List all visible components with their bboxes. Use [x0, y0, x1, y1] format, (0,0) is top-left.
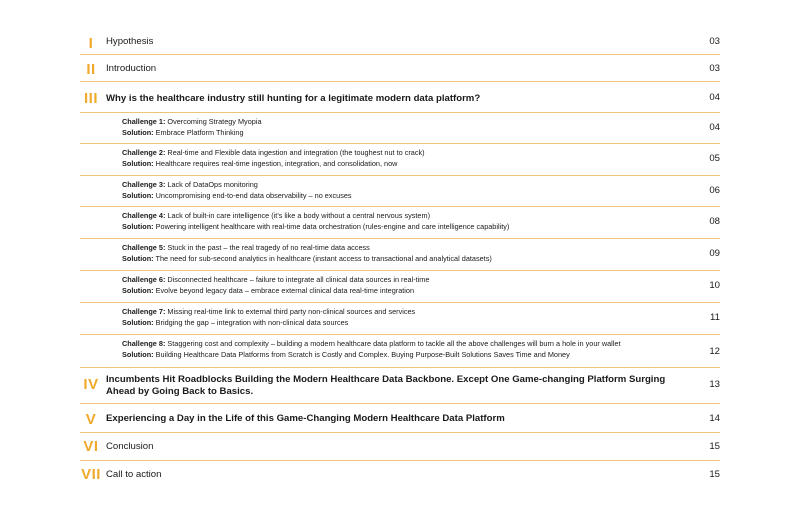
- challenge-text: Lack of DataOps monitoring: [165, 180, 258, 189]
- page-number: 10: [709, 280, 720, 291]
- solution-text: Evolve beyond legacy data – embrace external clinical data real-time integration: [153, 286, 415, 295]
- section-title: Why is the healthcare industry still hunting for a legitimate modern data platform?: [106, 93, 481, 104]
- solution-label: Solution:: [122, 159, 154, 168]
- toc-row-hypothesis[interactable]: [80, 28, 720, 55]
- solution-text: Bridging the gap – integration with non-clinical data sources: [153, 318, 349, 327]
- challenge-label: Challenge 5:: [122, 243, 166, 252]
- section-numeral: I: [88, 35, 94, 52]
- page-number: 03: [709, 36, 720, 47]
- toc-row-challenge-8[interactable]: [80, 335, 720, 368]
- page-number: 05: [709, 153, 720, 164]
- challenge-line: [122, 116, 680, 127]
- challenge-line: [122, 242, 680, 253]
- section-title: Hypothesis: [106, 36, 154, 47]
- solution-label: Solution:: [122, 254, 154, 263]
- challenge-label: Challenge 2:: [122, 148, 166, 157]
- challenge-text: Disconnected healthcare – failure to integrate all clinical data sources in real-time: [165, 275, 430, 284]
- challenge-text: Missing real-time link to external third party non-clinical sources and services: [165, 307, 416, 316]
- solution-label: Solution:: [122, 191, 154, 200]
- toc-row-challenge-3[interactable]: [80, 176, 720, 207]
- solution-text: Embrace Platform Thinking: [153, 128, 244, 137]
- toc-row-day-in-the-life[interactable]: [80, 404, 720, 433]
- section-numeral: VI: [83, 438, 99, 455]
- challenge-entry: [122, 242, 680, 264]
- challenge-entry: [122, 147, 680, 169]
- solution-text: The need for sub-second analytics in healthcare (instant access to transactional and analytical datasets): [153, 254, 492, 263]
- challenge-line: [122, 274, 680, 285]
- challenge-label: Challenge 8:: [122, 339, 166, 348]
- page-number: 15: [709, 469, 720, 480]
- challenge-entry: [122, 306, 680, 328]
- solution-label: Solution:: [122, 318, 154, 327]
- challenge-entry: [122, 179, 680, 201]
- challenge-text: Overcoming Strategy Myopia: [165, 117, 262, 126]
- page-number: 15: [709, 441, 720, 452]
- challenge-line: [122, 210, 680, 221]
- section-numeral: IV: [83, 376, 99, 393]
- section-title: Call to action: [106, 469, 162, 480]
- challenge-label: Challenge 1:: [122, 117, 166, 126]
- challenge-text: Lack of built-in care intelligence (it's like a body without a central nervous system): [165, 211, 430, 220]
- section-numeral: V: [85, 411, 97, 428]
- toc-row-challenge-2[interactable]: [80, 144, 720, 176]
- challenge-line: [122, 306, 680, 317]
- page-number: 04: [709, 92, 720, 103]
- solution-line: [122, 190, 680, 201]
- solution-line: [122, 253, 680, 264]
- page-number: 08: [709, 216, 720, 227]
- challenge-entry: [122, 274, 680, 296]
- solution-text: Healthcare requires real-time ingestion, integration, and consolidation, now: [153, 159, 398, 168]
- solution-label: Solution:: [122, 286, 154, 295]
- solution-text: Uncompromising end-to-end data observability – no excuses: [153, 191, 352, 200]
- toc-row-introduction[interactable]: [80, 55, 720, 82]
- challenge-entry: [122, 338, 680, 360]
- solution-label: Solution:: [122, 222, 154, 231]
- solution-line: [122, 285, 680, 296]
- solution-line: [122, 127, 680, 138]
- page-number: 09: [709, 248, 720, 259]
- section-title: Introduction: [106, 63, 157, 74]
- section-title: Incumbents Hit Roadblocks Building the Modern Healthcare Data Backbone. Except One Game-changing Platform Surging Ahead by Going Back to Basics.: [106, 374, 666, 397]
- solution-line: [122, 221, 680, 232]
- challenge-label: Challenge 3:: [122, 180, 166, 189]
- challenge-entry: [122, 210, 680, 232]
- toc-row-why-healthcare[interactable]: [80, 82, 720, 113]
- challenge-label: Challenge 4:: [122, 211, 166, 220]
- challenge-entry: [122, 116, 680, 138]
- challenge-text: Staggering cost and complexity – building a modern healthcare data platform to tackle all the above challenges will burn a hole in your wallet: [165, 339, 621, 348]
- challenge-line: [122, 338, 680, 349]
- page-number: 14: [709, 413, 720, 424]
- section-title: Conclusion: [106, 441, 154, 452]
- page-number: 03: [709, 63, 720, 74]
- section-numeral: II: [86, 61, 96, 78]
- toc-row-challenge-4[interactable]: [80, 207, 720, 239]
- solution-line: [122, 349, 680, 360]
- toc-row-conclusion[interactable]: [80, 433, 720, 461]
- page-number: 12: [709, 346, 720, 357]
- section-numeral: III: [83, 90, 98, 107]
- page-number: 11: [710, 312, 720, 323]
- challenge-label: Challenge 7:: [122, 307, 166, 316]
- page-number: 04: [709, 122, 720, 133]
- solution-label: Solution:: [122, 128, 154, 137]
- challenge-text: Stuck in the past – the real tragedy of no real-time data access: [165, 243, 370, 252]
- solution-line: [122, 158, 680, 169]
- section-title: Experiencing a Day in the Life of this Game-Changing Modern Healthcare Data Platform: [106, 413, 505, 424]
- section-numeral: VII: [81, 466, 101, 483]
- page-number: 06: [709, 185, 720, 196]
- toc-row-challenge-5[interactable]: [80, 239, 720, 271]
- toc-row-incumbents[interactable]: [80, 368, 720, 404]
- toc-row-call-to-action[interactable]: [80, 461, 720, 489]
- toc-row-challenge-6[interactable]: [80, 271, 720, 303]
- solution-text: Building Healthcare Data Platforms from Scratch is Costly and Complex. Buying Purpose-Built Solutions Saves Time and Money: [153, 350, 570, 359]
- toc-row-challenge-1[interactable]: [80, 113, 720, 144]
- challenge-line: [122, 179, 680, 190]
- challenge-line: [122, 147, 680, 158]
- challenge-text: Real-time and Flexible data ingestion and integration (the toughest nut to crack): [165, 148, 425, 157]
- solution-label: Solution:: [122, 350, 154, 359]
- solution-line: [122, 317, 680, 328]
- page-number: 13: [709, 379, 720, 390]
- toc-row-challenge-7[interactable]: [80, 303, 720, 335]
- challenge-label: Challenge 6:: [122, 275, 166, 284]
- solution-text: Powering intelligent healthcare with real-time data orchestration (rules-engine and care intelligence capability): [153, 222, 510, 231]
